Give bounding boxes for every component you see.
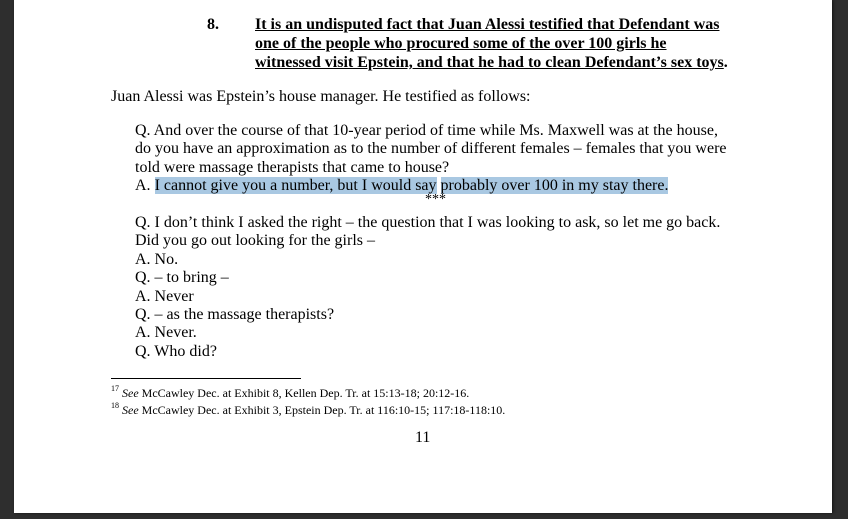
intro-paragraph: Juan Alessi was Epstein’s house manager. He testified as follows: [111, 88, 531, 105]
footnote-see: See [122, 386, 139, 400]
section-number: 8. [207, 16, 219, 33]
section-heading [255, 15, 755, 72]
testimony-line: Q. – as the massage therapists? [135, 306, 335, 324]
testimony-line: Q. – to bring – [135, 269, 229, 287]
testimony-line: Q. I don’t think I asked the right – the question that I was looking to ask, so let me go back. [135, 214, 721, 231]
heading-line: witnessed visit Epstein, and that he had to clean Defendant’s sex toys [255, 54, 724, 71]
testimony-line: Q. And over the course of that 10-year period of time while Ms. Maxwell was at the house, [135, 122, 718, 139]
heading-end: . [723, 54, 728, 71]
selected-text[interactable]: probably over 100 in my stay there. [440, 177, 669, 195]
testimony-line: A. Never [135, 287, 194, 305]
separator: *** [425, 192, 446, 207]
testimony-line: A. Never. [135, 324, 197, 342]
testimony-line: do you have an approximation as to the number of different females – females that you were [135, 140, 727, 158]
heading-line: one of the people who procured some of the over 100 girls he [255, 35, 667, 52]
testimony-line: told were massage therapists that came to house? [135, 158, 450, 176]
footnote [111, 403, 505, 418]
footnote-text: McCawley Dec. at Exhibit 3, Epstein Dep. Tr. at 116:10-15; 117:18-118:10. [141, 403, 506, 417]
testimony-block-1 [135, 122, 755, 196]
testimony-line: Did you go out looking for the girls – [135, 232, 375, 250]
footnote-see: See [122, 403, 139, 417]
testimony-line: Q. Who did? [135, 342, 217, 360]
answer-prefix: A. [135, 177, 155, 195]
footnote-number: 17 [111, 384, 119, 393]
footnote [111, 386, 469, 401]
page-number: 11 [415, 429, 431, 446]
footnote-number: 18 [111, 401, 119, 410]
testimony-line: A. No. [135, 250, 179, 268]
footnote-divider [111, 378, 301, 379]
testimony-block-2 [135, 214, 755, 361]
heading-line: It is an undisputed fact that Juan Alessi testified that Defendant was [255, 16, 720, 33]
selected-text[interactable]: I cannot give you a number, but I would say [154, 177, 437, 195]
document-page [14, 0, 832, 513]
footnote-text: McCawley Dec. at Exhibit 8, Kellen Dep. Tr. at 15:13-18; 20:12-16. [141, 386, 470, 400]
